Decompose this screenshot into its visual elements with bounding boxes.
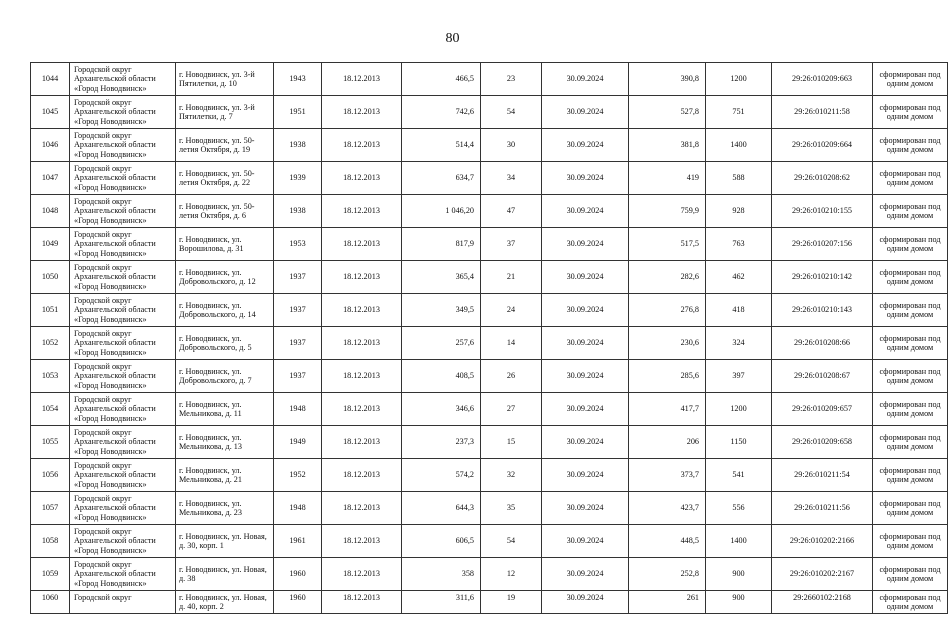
cell-residents: 32: [481, 459, 542, 492]
cell-land-area: 1400: [706, 129, 772, 162]
cell-deadline: 30.09.2024: [542, 96, 629, 129]
cell-year: 1960: [274, 558, 322, 591]
table-row: [31, 492, 948, 525]
cell-status: сформирован под одним домом: [873, 96, 948, 129]
cell-area-2: 373,7: [629, 459, 706, 492]
cell-address: г. Новодвинск, ул. Мельникова, д. 13: [176, 426, 274, 459]
cell-number: 1057: [31, 492, 70, 525]
cell-area: 365,4: [402, 261, 481, 294]
cell-number: 1054: [31, 393, 70, 426]
cell-deadline: 30.09.2024: [542, 63, 629, 96]
cell-land-area: 928: [706, 195, 772, 228]
cell-area: 1 046,20: [402, 195, 481, 228]
table-row: [31, 195, 948, 228]
cell-area-2: 282,6: [629, 261, 706, 294]
cell-municipality: Городской округ Архангельской области «Город Новодвинск»: [70, 492, 176, 525]
cell-address: г. Новодвинск, ул. Добровольского, д. 5: [176, 327, 274, 360]
cell-land-area: 541: [706, 459, 772, 492]
cell-date: 18.12.2013: [322, 558, 402, 591]
cell-deadline: 30.09.2024: [542, 558, 629, 591]
cell-year: 1937: [274, 360, 322, 393]
table-row: [31, 360, 948, 393]
cell-residents: 19: [481, 591, 542, 614]
cell-number: 1052: [31, 327, 70, 360]
cell-date: 18.12.2013: [322, 360, 402, 393]
table-body: [31, 63, 948, 614]
cell-date: 18.12.2013: [322, 327, 402, 360]
cell-date: 18.12.2013: [322, 459, 402, 492]
cell-status: сформирован под одним домом: [873, 558, 948, 591]
cell-date: 18.12.2013: [322, 525, 402, 558]
cell-land-area: 900: [706, 591, 772, 614]
cell-year: 1937: [274, 261, 322, 294]
cell-area-2: 206: [629, 426, 706, 459]
cell-deadline: 30.09.2024: [542, 162, 629, 195]
cell-address: г. Новодвинск, ул. 3-й Пятилетки, д. 10: [176, 63, 274, 96]
cell-date: 18.12.2013: [322, 228, 402, 261]
cell-deadline: 30.09.2024: [542, 294, 629, 327]
cell-deadline: 30.09.2024: [542, 591, 629, 614]
cell-date: 18.12.2013: [322, 261, 402, 294]
table-row: [31, 63, 948, 96]
cell-area: 408,5: [402, 360, 481, 393]
cell-municipality: Городской округ Архангельской области «Город Новодвинск»: [70, 558, 176, 591]
cell-land-area: 1150: [706, 426, 772, 459]
cell-land-area: 397: [706, 360, 772, 393]
cell-cadastral-number: 29:26:010211:58: [772, 96, 873, 129]
cell-year: 1953: [274, 228, 322, 261]
cell-deadline: 30.09.2024: [542, 261, 629, 294]
cell-area-2: 759,9: [629, 195, 706, 228]
cell-year: 1949: [274, 426, 322, 459]
cell-municipality: Городской округ: [70, 591, 176, 614]
cell-cadastral-number: 29:26:010209:663: [772, 63, 873, 96]
cell-address: г. Новодвинск, ул. 50-летия Октября, д. 22: [176, 162, 274, 195]
cell-year: 1960: [274, 591, 322, 614]
cell-year: 1961: [274, 525, 322, 558]
cell-municipality: Городской округ Архангельской области «Город Новодвинск»: [70, 525, 176, 558]
cell-address: г. Новодвинск, ул. Мельникова, д. 11: [176, 393, 274, 426]
cell-year: 1939: [274, 162, 322, 195]
cell-area-2: 423,7: [629, 492, 706, 525]
cell-deadline: 30.09.2024: [542, 492, 629, 525]
cell-land-area: 556: [706, 492, 772, 525]
cell-area: 606,5: [402, 525, 481, 558]
cell-area-2: 419: [629, 162, 706, 195]
cell-municipality: Городской округ Архангельской области «Город Новодвинск»: [70, 327, 176, 360]
cell-address: г. Новодвинск, ул. 50-летия Октября, д. 19: [176, 129, 274, 162]
table-row: [31, 591, 948, 614]
cell-area-2: 285,6: [629, 360, 706, 393]
cell-address: г. Новодвинск, ул. Новая, д. 38: [176, 558, 274, 591]
cell-area-2: 417,7: [629, 393, 706, 426]
cell-residents: 27: [481, 393, 542, 426]
table-row: [31, 261, 948, 294]
cell-date: 18.12.2013: [322, 96, 402, 129]
cell-status: сформирован под одним домом: [873, 228, 948, 261]
cell-number: 1050: [31, 261, 70, 294]
cell-residents: 23: [481, 63, 542, 96]
cell-number: 1056: [31, 459, 70, 492]
table-row: [31, 459, 948, 492]
cell-land-area: 462: [706, 261, 772, 294]
cell-land-area: 1200: [706, 393, 772, 426]
cell-address: г. Новодвинск, ул. Ворошилова, д. 31: [176, 228, 274, 261]
cell-date: 18.12.2013: [322, 195, 402, 228]
cell-address: г. Новодвинск, ул. Добровольского, д. 14: [176, 294, 274, 327]
table-row: [31, 162, 948, 195]
cell-status: сформирован под одним домом: [873, 525, 948, 558]
cell-area-2: 448,5: [629, 525, 706, 558]
cell-year: 1951: [274, 96, 322, 129]
cell-number: 1053: [31, 360, 70, 393]
cell-residents: 34: [481, 162, 542, 195]
cell-address: г. Новодвинск, ул. Новая, д. 30, корп. 1: [176, 525, 274, 558]
cell-number: 1046: [31, 129, 70, 162]
cell-residents: 21: [481, 261, 542, 294]
cell-address: г. Новодвинск, ул. 50-летия Октября, д. 6: [176, 195, 274, 228]
cell-area: 346,6: [402, 393, 481, 426]
cell-cadastral-number: 29:26:010208:66: [772, 327, 873, 360]
cell-date: 18.12.2013: [322, 591, 402, 614]
cell-cadastral-number: 29:26:010210:143: [772, 294, 873, 327]
cell-address: г. Новодвинск, ул. Мельникова, д. 23: [176, 492, 274, 525]
cell-number: 1059: [31, 558, 70, 591]
table-row: [31, 393, 948, 426]
cell-area: 257,6: [402, 327, 481, 360]
cell-date: 18.12.2013: [322, 426, 402, 459]
cell-number: 1055: [31, 426, 70, 459]
cell-cadastral-number: 29:26:010210:155: [772, 195, 873, 228]
cell-area-2: 276,8: [629, 294, 706, 327]
cell-cadastral-number: 29:26:010202:2167: [772, 558, 873, 591]
cell-area: 634,7: [402, 162, 481, 195]
cell-land-area: 418: [706, 294, 772, 327]
cell-land-area: 588: [706, 162, 772, 195]
cell-residents: 54: [481, 96, 542, 129]
page-number: 80: [445, 31, 460, 46]
cell-status: сформирован под одним домом: [873, 195, 948, 228]
cell-residents: 54: [481, 525, 542, 558]
cell-date: 18.12.2013: [322, 492, 402, 525]
cell-area: 514,4: [402, 129, 481, 162]
cell-residents: 14: [481, 327, 542, 360]
cell-municipality: Городской округ Архангельской области «Город Новодвинск»: [70, 228, 176, 261]
cell-year: 1938: [274, 129, 322, 162]
cell-deadline: 30.09.2024: [542, 393, 629, 426]
cell-municipality: Городской округ Архангельской области «Город Новодвинск»: [70, 393, 176, 426]
cell-cadastral-number: 29:26:010209:664: [772, 129, 873, 162]
cell-number: 1045: [31, 96, 70, 129]
cell-residents: 24: [481, 294, 542, 327]
cell-year: 1948: [274, 492, 322, 525]
cell-cadastral-number: 29:26:010209:658: [772, 426, 873, 459]
cell-cadastral-number: 29:2660102:2168: [772, 591, 873, 614]
cell-year: 1943: [274, 63, 322, 96]
cell-number: 1044: [31, 63, 70, 96]
cell-land-area: 751: [706, 96, 772, 129]
cell-deadline: 30.09.2024: [542, 195, 629, 228]
cell-deadline: 30.09.2024: [542, 129, 629, 162]
cell-year: 1937: [274, 294, 322, 327]
cell-address: г. Новодвинск, ул. Добровольского, д. 7: [176, 360, 274, 393]
cell-area-2: 230,6: [629, 327, 706, 360]
table-row: [31, 129, 948, 162]
cell-cadastral-number: 29:26:010211:56: [772, 492, 873, 525]
cell-date: 18.12.2013: [322, 294, 402, 327]
cell-area: 644,3: [402, 492, 481, 525]
cell-residents: 26: [481, 360, 542, 393]
cell-status: сформирован под одним домом: [873, 459, 948, 492]
cell-area: 311,6: [402, 591, 481, 614]
cell-municipality: Городской округ Архангельской области «Город Новодвинск»: [70, 96, 176, 129]
cell-deadline: 30.09.2024: [542, 426, 629, 459]
cell-status: сформирован под одним домом: [873, 591, 948, 614]
cell-land-area: 763: [706, 228, 772, 261]
cell-year: 1938: [274, 195, 322, 228]
cell-municipality: Городской округ Архангельской области «Город Новодвинск»: [70, 162, 176, 195]
cell-status: сформирован под одним домом: [873, 327, 948, 360]
cell-municipality: Городской округ Архангельской области «Город Новодвинск»: [70, 426, 176, 459]
cell-number: 1058: [31, 525, 70, 558]
cell-cadastral-number: 29:26:010202:2166: [772, 525, 873, 558]
table-row: [31, 327, 948, 360]
cell-cadastral-number: 29:26:010209:657: [772, 393, 873, 426]
cell-deadline: 30.09.2024: [542, 228, 629, 261]
cell-address: г. Новодвинск, ул. Добровольского, д. 12: [176, 261, 274, 294]
cell-status: сформирован под одним домом: [873, 492, 948, 525]
cell-cadastral-number: 29:26:010210:142: [772, 261, 873, 294]
housing-registry-table: [30, 62, 948, 614]
cell-residents: 37: [481, 228, 542, 261]
cell-municipality: Городской округ Архангельской области «Город Новодвинск»: [70, 261, 176, 294]
cell-residents: 30: [481, 129, 542, 162]
cell-year: 1952: [274, 459, 322, 492]
cell-area-2: 517,5: [629, 228, 706, 261]
cell-area: 466,5: [402, 63, 481, 96]
cell-status: сформирован под одним домом: [873, 360, 948, 393]
cell-municipality: Городской округ Архангельской области «Город Новодвинск»: [70, 294, 176, 327]
cell-municipality: Городской округ Архангельской области «Город Новодвинск»: [70, 459, 176, 492]
table-row: [31, 426, 948, 459]
cell-number: 1051: [31, 294, 70, 327]
cell-municipality: Городской округ Архангельской области «Город Новодвинск»: [70, 360, 176, 393]
cell-date: 18.12.2013: [322, 129, 402, 162]
cell-number: 1048: [31, 195, 70, 228]
cell-number: 1060: [31, 591, 70, 614]
table-row: [31, 558, 948, 591]
cell-area-2: 390,8: [629, 63, 706, 96]
cell-area-2: 527,8: [629, 96, 706, 129]
cell-land-area: 1200: [706, 63, 772, 96]
cell-area: 817,9: [402, 228, 481, 261]
cell-year: 1948: [274, 393, 322, 426]
cell-year: 1937: [274, 327, 322, 360]
cell-land-area: 1400: [706, 525, 772, 558]
table-row: [31, 96, 948, 129]
cell-cadastral-number: 29:26:010208:62: [772, 162, 873, 195]
cell-deadline: 30.09.2024: [542, 360, 629, 393]
cell-cadastral-number: 29:26:010207:156: [772, 228, 873, 261]
cell-municipality: Городской округ Архангельской области «Город Новодвинск»: [70, 129, 176, 162]
table-row: [31, 294, 948, 327]
cell-status: сформирован под одним домом: [873, 129, 948, 162]
cell-area-2: 381,8: [629, 129, 706, 162]
cell-status: сформирован под одним домом: [873, 63, 948, 96]
cell-status: сформирован под одним домом: [873, 162, 948, 195]
cell-municipality: Городской округ Архангельской области «Город Новодвинск»: [70, 63, 176, 96]
cell-deadline: 30.09.2024: [542, 459, 629, 492]
cell-residents: 47: [481, 195, 542, 228]
cell-area: 349,5: [402, 294, 481, 327]
cell-area: 358: [402, 558, 481, 591]
cell-residents: 35: [481, 492, 542, 525]
cell-land-area: 900: [706, 558, 772, 591]
cell-date: 18.12.2013: [322, 162, 402, 195]
cell-date: 18.12.2013: [322, 393, 402, 426]
cell-municipality: Городской округ Архангельской области «Город Новодвинск»: [70, 195, 176, 228]
cell-area: 742,6: [402, 96, 481, 129]
cell-land-area: 324: [706, 327, 772, 360]
table-row: [31, 228, 948, 261]
cell-status: сформирован под одним домом: [873, 393, 948, 426]
cell-cadastral-number: 29:26:010211:54: [772, 459, 873, 492]
cell-status: сформирован под одним домом: [873, 426, 948, 459]
cell-area: 237,3: [402, 426, 481, 459]
cell-residents: 15: [481, 426, 542, 459]
cell-area-2: 252,8: [629, 558, 706, 591]
cell-number: 1049: [31, 228, 70, 261]
cell-status: сформирован под одним домом: [873, 294, 948, 327]
cell-area-2: 261: [629, 591, 706, 614]
cell-deadline: 30.09.2024: [542, 327, 629, 360]
cell-number: 1047: [31, 162, 70, 195]
cell-residents: 12: [481, 558, 542, 591]
table-row: [31, 525, 948, 558]
cell-deadline: 30.09.2024: [542, 525, 629, 558]
cell-address: г. Новодвинск, ул. Новая, д. 40, корп. 2: [176, 591, 274, 614]
cell-area: 574,2: [402, 459, 481, 492]
cell-status: сформирован под одним домом: [873, 261, 948, 294]
cell-date: 18.12.2013: [322, 63, 402, 96]
cell-address: г. Новодвинск, ул. Мельникова, д. 21: [176, 459, 274, 492]
cell-cadastral-number: 29:26:010208:67: [772, 360, 873, 393]
cell-address: г. Новодвинск, ул. 3-й Пятилетки, д. 7: [176, 96, 274, 129]
